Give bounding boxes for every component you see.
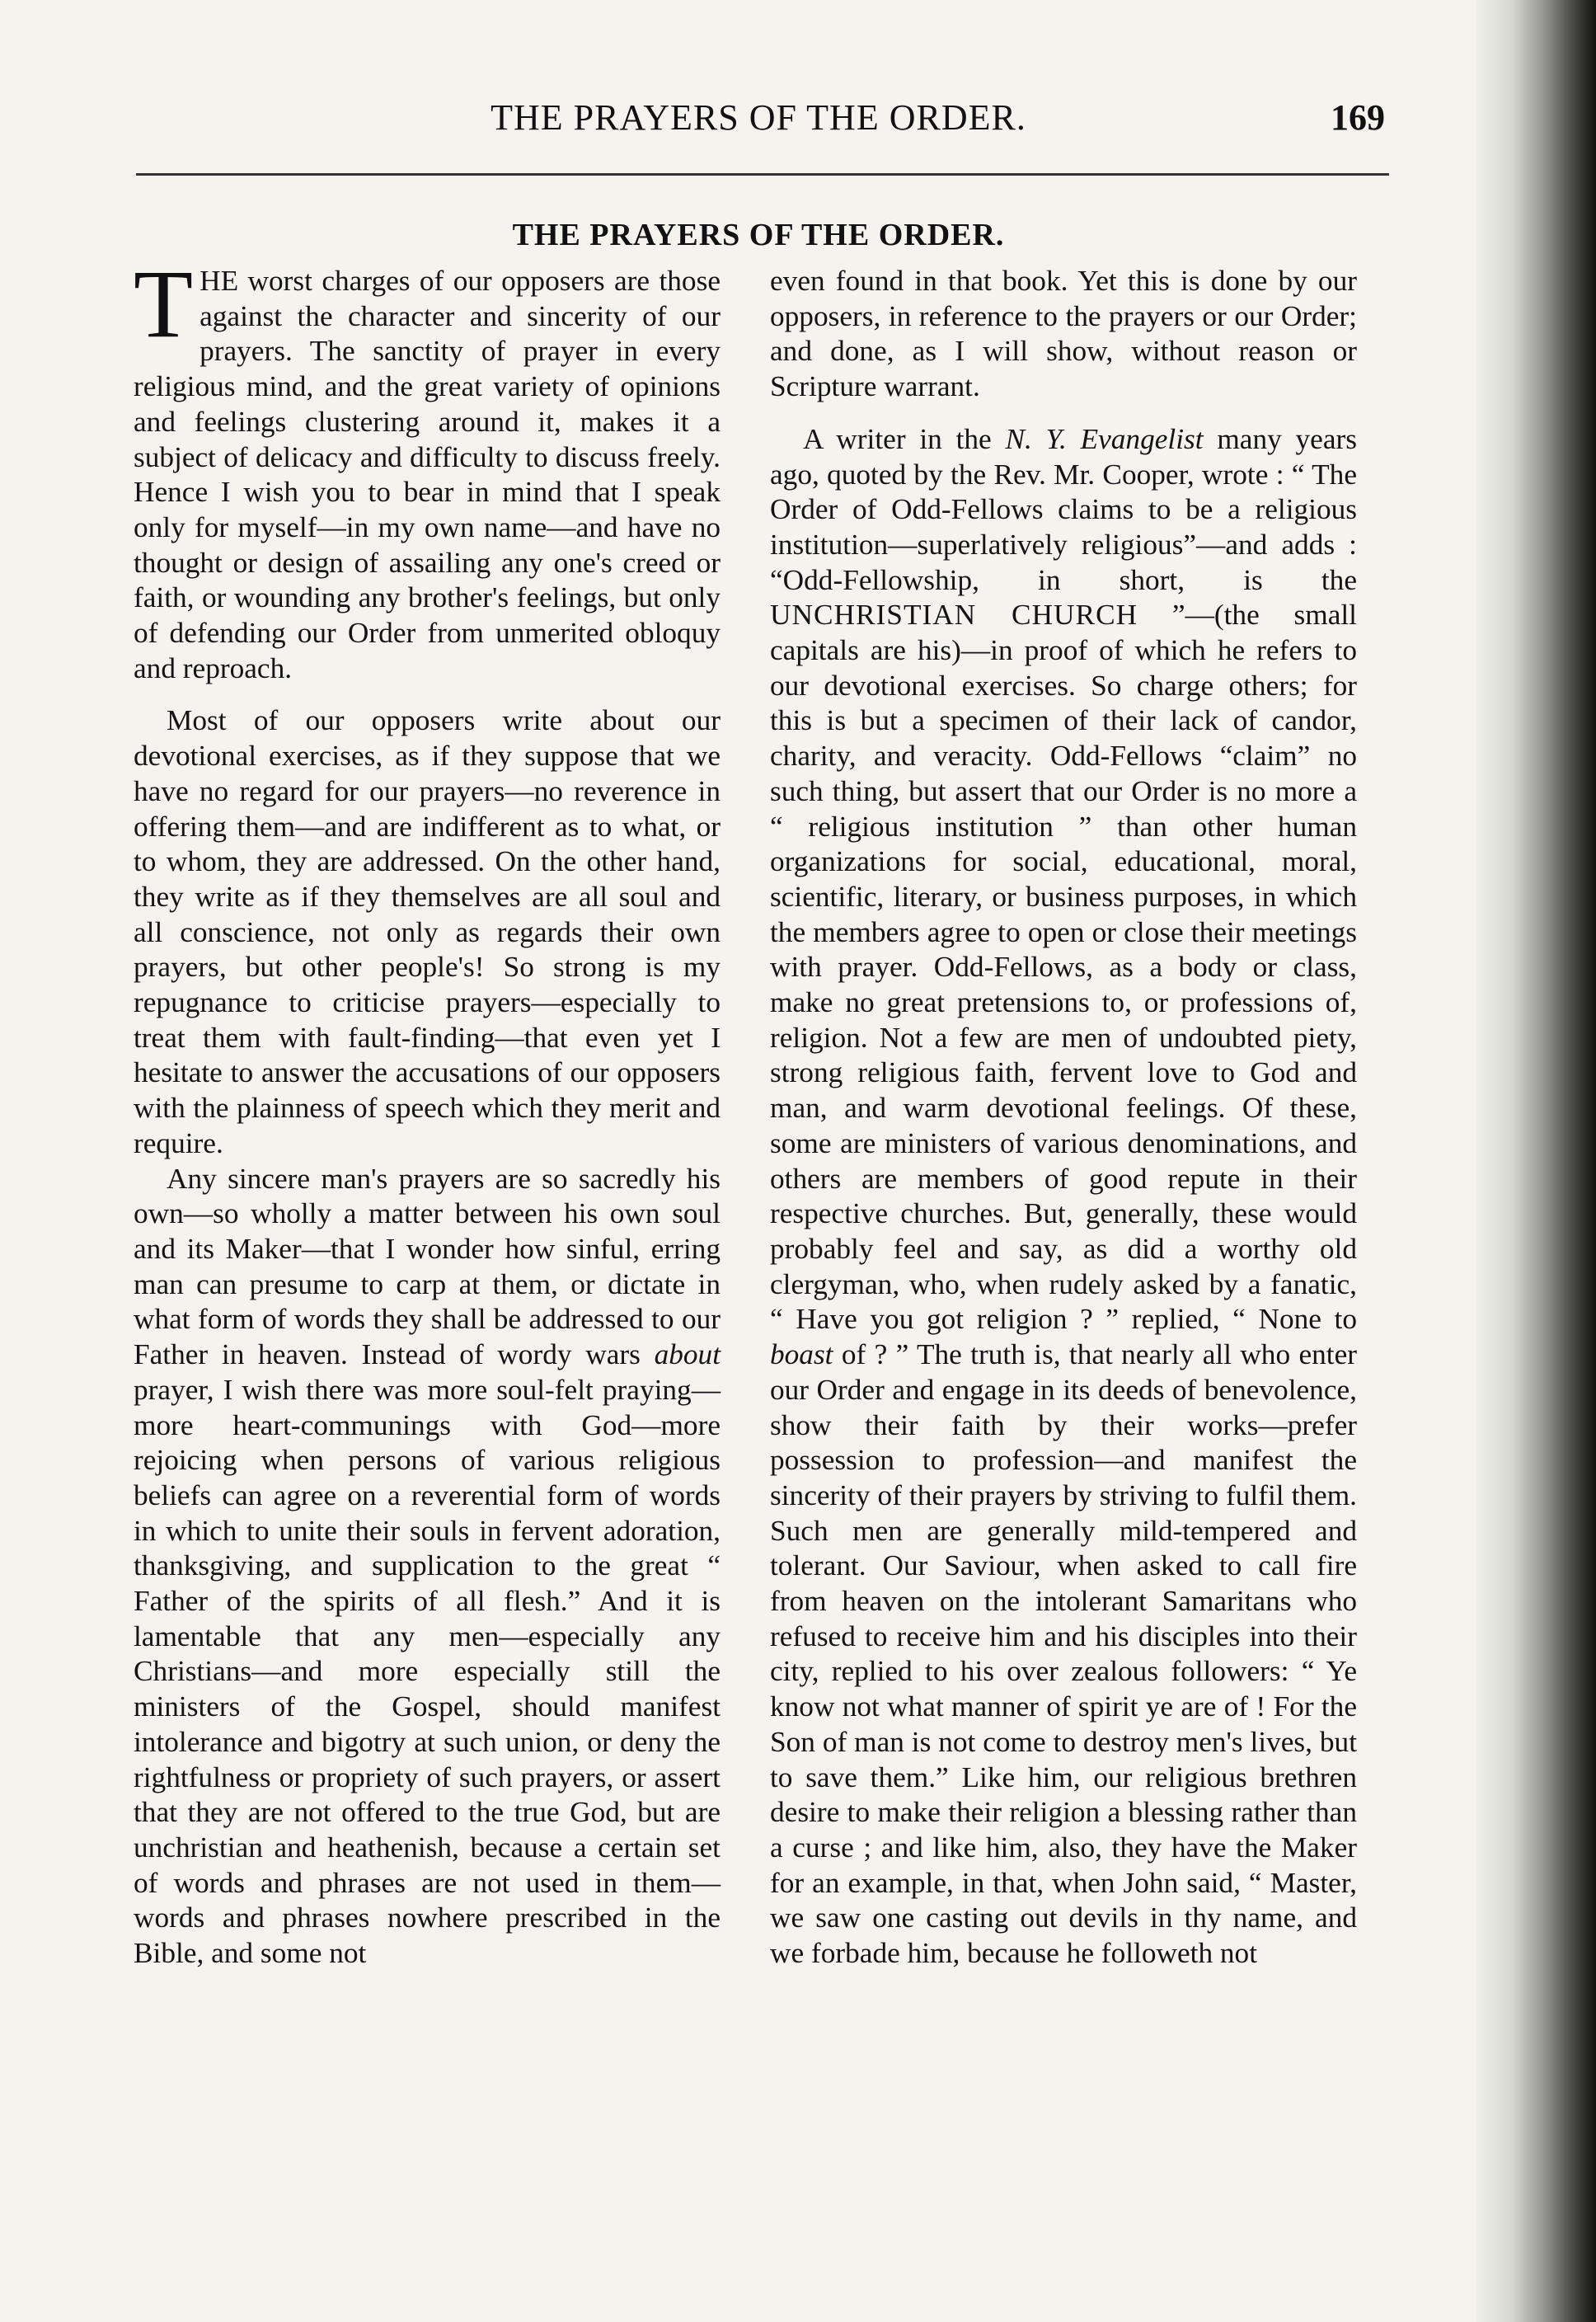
emphasis: boast — [770, 1338, 833, 1371]
right-column — [770, 264, 1357, 1972]
drop-cap: T — [134, 250, 194, 358]
emphasis: N. Y. Evangelist — [1005, 422, 1204, 455]
page-number: 169 — [1331, 97, 1385, 138]
paragraph: even found in that book. Yet this is done by our opposers, in reference to the prayers or our Order; and done, as I will show, without reason or Scripture warrant. — [770, 265, 1357, 403]
paragraph-text: of ? ” The truth is, that nearly all who enter our Order and engage in its deeds of benevolence, show their faith by their works—prefer possession to profession—and manifest the sincerity of their prayers by striving to fulfil them. Such men are generally mild-tempered and tolerant. Our Saviour, when asked to call fire from heaven on the intolerant Samaritans who refused to receive him and his disciples into their city, replied to his over zealous followers: “ Ye know not what manner of spirit ye are of ! For the Son of man is not come to destroy men's lives, but to save them.” Like him, our religious brethren desire to make their religion a blessing rather than a curse ; and like him, also, they have the Maker for an example, in that, when John said, “ Master, we saw one casting out devils in thy name, and we forbade him, because he followeth not — [770, 1338, 1357, 1970]
emphasis: about — [654, 1338, 721, 1371]
paragraph-text: Any sincere man's prayers are so sacredly his own—so wholly a matter between his own soul and its Maker—that I wonder how sinful, erring man can presume to carp at them, or dictate in what form of words they shall be addressed to our Father in heaven. Instead of wordy wars — [134, 1162, 721, 1371]
article-title: THE PRAYERS OF THE ORDER. — [512, 218, 1005, 252]
small-caps: UNCHRISTIAN CHURCH — [770, 599, 1138, 632]
running-head — [132, 89, 1385, 147]
left-column — [134, 250, 721, 1972]
paragraph-text: prayer, I wish there was more soul-felt praying—more heart-communings with God—more rejoicing when persons of various religious beliefs can agree on a reverential form of words in which to unite their souls in fervent adoration, thanksgiving, and supplication to the great “ Father of the spirits of all flesh.” And it is lamentable that any men—especially any Christians—and more especially still the ministers of the Gospel, should manifest intolerance and bigotry at such union, or deny the rightfulness or propriety of such prayers, or assert that they are not offered to the true God, but are unchristian and heathenish, because a certain set of words and phrases are not used in them—words and phrases nowhere prescribed in the Bible, and some not — [134, 1373, 721, 1970]
book-edge — [1476, 0, 1596, 2322]
header-rule — [136, 173, 1389, 176]
running-title: THE PRAYERS OF THE ORDER. — [491, 97, 1026, 138]
paragraph — [134, 1162, 721, 1972]
paragraph — [770, 422, 1357, 1972]
paragraph-text: many years ago, quoted by the Rev. Mr. Cooper, wrote : “ The Order of Odd-Fellows claims to be a religious institution—superlatively religious”—and adds : “Odd-Fellowship, in short, is the — [770, 422, 1357, 596]
paragraph-text: HE worst charges of our opposers are those against the character and sincerity of our prayers. The sanctity of prayer in every religious mind, and the great variety of opinions and feelings clustering around it, makes it a subject of delicacy and difficulty to discuss freely. Hence I wish you to bear in mind that I speak only for myself—in my own name—and have no thought or design of assailing any one's creed or faith, or wounding any brother's feelings, but only of defending our Order from unmerited obloquy and reproach. — [134, 265, 721, 684]
paragraph — [134, 250, 721, 686]
paragraph-text: ”—(the small capitals are his)—in proof of which he refers to our devotional exercises. So charge others; for this is but a specimen of their lack of candor, charity, and veracity. Odd-Fellows “claim” no such thing, but assert that our Order is no more a “ religious institution ” than other human organizations for social, educational, moral, scientific, literary, or business purposes, in which the members agree to open or close their meetings with prayer. Odd-Fellows, as a body or class, make no great pretensions to, or professions of, religion. Not a few are men of undoubted piety, strong religious faith, fervent love to God and man, and warm devotional feelings. Of these, some are ministers of various denominations, and others are members of good repute in their respective churches. But, generally, these would probably feel and say, as did a worthy old clergyman, who, when rudely asked by a fanatic, “ Have you got religion ? ” replied, “ None to — [770, 599, 1357, 1336]
paragraph: Most of our opposers write about our devotional exercises, as if they suppose that we have no regard for our prayers—no reverence in offering them—and are indifferent as to what, or to whom, they are addressed. On the other hand, they write as if they themselves are all soul and all conscience, not only as regards their own prayers, but other people's! So strong is my repugnance to criticise prayers—especially to treat them with fault-finding—that even yet I hesitate to answer the accusations of our opposers with the plainness of speech which they merit and require. — [134, 704, 721, 1159]
paragraph-text: A writer in the — [803, 422, 1006, 455]
